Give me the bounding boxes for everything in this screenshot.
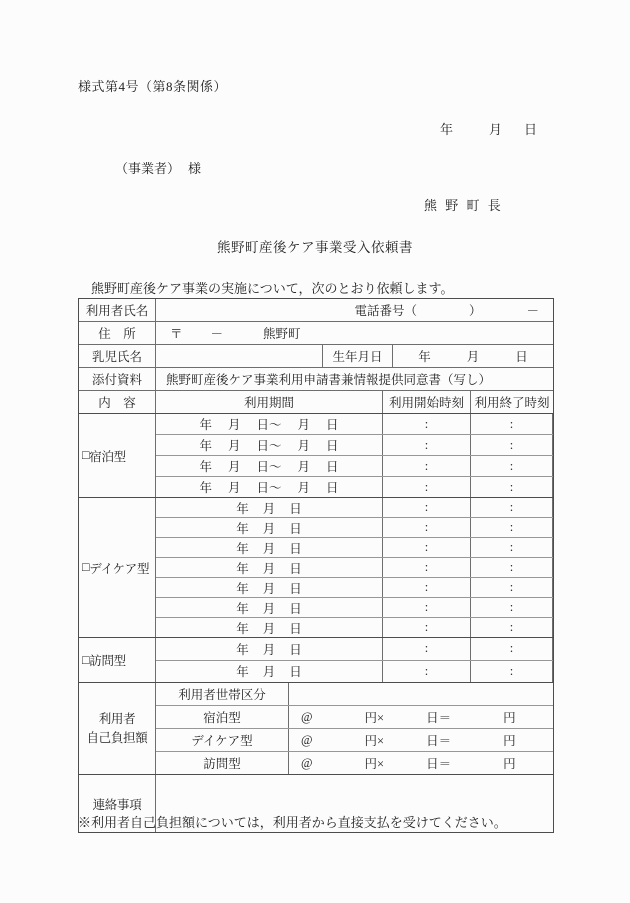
day-range-label: 日～: [256, 418, 282, 432]
month-label: 月: [262, 521, 276, 536]
at-sign: @: [301, 755, 313, 770]
daycare-row: [156, 617, 553, 637]
content-label-cell: [79, 391, 156, 413]
stay-rows: [156, 414, 553, 497]
fee-section: [79, 682, 553, 774]
fee-type-cell: [156, 729, 289, 751]
year-label: 年: [199, 481, 212, 495]
fee-row: [156, 751, 553, 774]
day-label: 日: [289, 601, 302, 616]
attachment-label-cell: [79, 368, 156, 390]
end-time-cell: [471, 477, 553, 497]
daycare-label: デイケア型: [89, 561, 150, 576]
attachment-value-cell: [156, 368, 553, 390]
address-label: 住 所: [98, 327, 136, 341]
month-label: 月: [227, 481, 241, 495]
colon: :: [509, 479, 514, 494]
household-row: [156, 683, 553, 705]
year-label: 年: [236, 621, 249, 636]
yen-times-label: 円×: [364, 757, 385, 771]
daycare-row: [156, 557, 553, 577]
colon: :: [509, 500, 514, 514]
date-month-label: 月: [489, 122, 503, 137]
fee-amount-cell: [289, 729, 553, 751]
visit-section: [79, 637, 553, 682]
daycare-row: [156, 537, 553, 557]
infant-row: [79, 344, 553, 367]
colon: :: [424, 641, 429, 656]
period-header-cell: [156, 391, 383, 413]
day-label: 日: [326, 481, 339, 495]
fee-type-label: 訪問型: [203, 757, 241, 771]
month-label: 月: [466, 350, 480, 364]
month-label: 月: [262, 642, 276, 657]
month-label: 月: [262, 501, 276, 516]
colon: :: [509, 560, 514, 574]
yen-label: 円: [503, 711, 516, 725]
colon: :: [509, 620, 514, 634]
stay-section: [79, 413, 553, 497]
postal-mark: 〒: [170, 327, 183, 341]
start-time-cell: [383, 435, 471, 455]
yen-times-label: 円×: [364, 711, 385, 725]
birth-label: 生年月日: [332, 350, 383, 364]
year-label: 年: [236, 581, 249, 596]
attachment-row: [79, 367, 553, 390]
day-label: 日: [326, 439, 339, 453]
year-label: 年: [236, 665, 249, 680]
period-date-cell: [156, 558, 383, 577]
start-time-cell: [383, 638, 471, 660]
start-time-cell: [383, 558, 471, 577]
fee-label-cell: [79, 683, 156, 774]
address-town: 熊野町: [263, 327, 301, 341]
year-label: 年: [236, 501, 249, 516]
day-label: 日: [289, 561, 302, 576]
fee-amount-cell: [289, 752, 553, 774]
colon: :: [424, 458, 429, 473]
month-label: 月: [262, 621, 276, 636]
address-row: [79, 321, 553, 344]
end-time-cell: [471, 618, 553, 637]
stay-row: [156, 455, 553, 476]
yen-label: 円: [503, 757, 516, 771]
at-sign: @: [301, 732, 313, 747]
start-time-cell: [383, 618, 471, 637]
colon: :: [424, 600, 429, 614]
day-label: 日: [326, 460, 339, 474]
colon: :: [424, 540, 429, 554]
birth-date-cell: [393, 345, 553, 367]
day-equals-label: 日＝: [426, 734, 452, 748]
month-label: 月: [227, 460, 241, 474]
day-label: 日: [326, 418, 339, 432]
stay-row: [156, 414, 553, 434]
day-equals-label: 日＝: [426, 711, 452, 725]
period-date-cell: [156, 435, 383, 455]
address-label-cell: [79, 322, 156, 344]
stay-checkbox-icon: □: [82, 448, 90, 462]
end-time-cell: [471, 456, 553, 476]
phone-paren-close: ）: [468, 304, 482, 318]
start-time-cell: [383, 578, 471, 597]
daycare-label-cell: [79, 498, 156, 637]
notes-label: 連絡事項: [92, 797, 142, 812]
date-year-label: 年: [440, 122, 454, 137]
colon: :: [424, 560, 429, 574]
household-label: 利用者世帯区分: [178, 688, 266, 702]
month-label: 月: [262, 541, 276, 556]
end-time-cell: [471, 518, 553, 537]
visit-rows: [156, 638, 553, 682]
end-time-cell: [471, 558, 553, 577]
daycare-checkbox-icon: □: [82, 560, 90, 574]
day-label: 日: [289, 621, 302, 636]
month-label: 月: [262, 601, 276, 616]
colon: :: [509, 520, 514, 534]
mayor-title: 熊 野 町 長: [424, 198, 501, 213]
household-label-cell: [156, 683, 289, 705]
day-label: 日: [289, 642, 302, 657]
date-day-label: 日: [524, 122, 538, 137]
stay-label-cell: [79, 414, 156, 497]
day-label: 日: [515, 350, 528, 364]
address-cell: [156, 322, 553, 344]
colon: :: [424, 479, 429, 494]
request-form-table: [78, 298, 554, 833]
end-time-header-cell: [471, 391, 553, 413]
start-time-cell: [383, 477, 471, 497]
end-time-cell: [471, 538, 553, 557]
year-label: 年: [236, 561, 249, 576]
visit-row: [156, 638, 553, 660]
end-time-cell: [471, 435, 553, 455]
colon: :: [424, 620, 429, 634]
form-number: 様式第4号（第8条関係）: [78, 79, 228, 94]
daycare-row: [156, 597, 553, 617]
day-range-label: 日～: [256, 439, 282, 453]
visit-checkbox-icon: □: [82, 652, 90, 667]
infant-label-cell: [79, 345, 156, 367]
period-date-cell: [156, 498, 383, 517]
addressee-line: [115, 158, 201, 177]
period-date-cell: [156, 477, 383, 497]
period-date-cell: [156, 661, 383, 683]
addressee-honorific: 様: [188, 161, 202, 176]
birth-label-cell: [323, 345, 393, 367]
start-time-cell: [383, 414, 471, 434]
colon: :: [509, 437, 514, 452]
period-date-cell: [156, 456, 383, 476]
period-date-cell: [156, 578, 383, 597]
end-time-cell: [471, 638, 553, 660]
month-label: 月: [297, 460, 311, 474]
year-label: 年: [236, 521, 249, 536]
start-time-header: 利用開始時刻: [388, 396, 464, 410]
colon: :: [424, 500, 429, 514]
start-time-cell: [383, 498, 471, 517]
year-label: 年: [199, 418, 212, 432]
year-label: 年: [236, 642, 249, 657]
doc-title: 熊野町産後ケア事業受入依頼書: [217, 240, 413, 255]
year-label: 年: [236, 541, 249, 556]
day-equals-label: 日＝: [426, 757, 452, 771]
phone-label: 電話番号: [354, 304, 405, 318]
footnote: ※利用者自己負担額については，利用者から直接支払を受けてください。: [78, 815, 507, 830]
daycare-row: [156, 517, 553, 537]
user-name-label: 利用者氏名: [85, 304, 149, 318]
colon: :: [509, 600, 514, 614]
colon: :: [424, 663, 429, 678]
end-time-cell: [471, 498, 553, 517]
day-label: 日: [289, 581, 302, 596]
day-label: 日: [289, 501, 302, 516]
intro-text: 熊野町産後ケア事業の実施について，次のとおり依頼します。: [91, 281, 454, 296]
month-label: 月: [297, 481, 311, 495]
month-label: 月: [297, 418, 311, 432]
month-label: 月: [262, 561, 276, 576]
stay-label: 宿泊型: [89, 449, 126, 464]
fee-label-line1: 利用者: [98, 711, 136, 726]
year-label: 年: [418, 350, 431, 364]
start-time-cell: [383, 538, 471, 557]
household-value-cell: [289, 683, 553, 705]
infant-name-blank-cell: [156, 345, 323, 367]
attachment-value: 熊野町産後ケア事業利用申請書兼情報提供同意書（写し）: [166, 373, 492, 387]
month-label: 月: [227, 418, 241, 432]
colon: :: [509, 416, 514, 431]
colon: :: [509, 641, 514, 656]
visit-row: [156, 660, 553, 683]
visit-label: 訪問型: [89, 654, 126, 668]
daycare-rows: [156, 498, 553, 637]
date-line: [0, 119, 630, 135]
content-header-row: [79, 390, 553, 413]
infant-label: 乳児氏名: [91, 350, 142, 364]
at-sign: @: [301, 709, 313, 724]
colon: :: [509, 663, 514, 678]
month-label: 月: [262, 581, 276, 596]
fee-rows: [156, 683, 553, 774]
colon: :: [424, 580, 429, 594]
fee-type-cell: [156, 752, 289, 774]
start-time-cell: [383, 661, 471, 683]
stay-row: [156, 476, 553, 497]
year-label: 年: [199, 439, 212, 453]
phone-dash: －: [526, 304, 539, 318]
period-date-cell: [156, 638, 383, 660]
start-time-cell: [383, 518, 471, 537]
user-name-label-cell: [79, 299, 156, 321]
start-time-header-cell: [383, 391, 471, 413]
month-label: 月: [262, 665, 276, 680]
addressee-name: （事業者）: [115, 161, 181, 176]
start-time-cell: [383, 456, 471, 476]
colon: :: [424, 416, 429, 431]
period-date-cell: [156, 538, 383, 557]
end-time-cell: [471, 598, 553, 617]
end-time-cell: [471, 414, 553, 434]
phone-cell: [156, 299, 553, 321]
end-time-header: 利用終了時刻: [474, 396, 550, 410]
start-time-cell: [383, 598, 471, 617]
user-name-row: [79, 299, 553, 321]
fee-amount-cell: [289, 706, 553, 728]
month-label: 月: [297, 439, 311, 453]
period-header: 利用期間: [243, 396, 294, 410]
month-label: 月: [227, 439, 241, 453]
end-time-cell: [471, 661, 553, 683]
postal-dash: －: [210, 327, 224, 341]
year-label: 年: [236, 601, 249, 616]
day-label: 日: [289, 521, 302, 536]
period-date-cell: [156, 598, 383, 617]
day-range-label: 日～: [256, 481, 282, 495]
day-label: 日: [289, 665, 302, 680]
yen-times-label: 円×: [364, 734, 385, 748]
yen-label: 円: [503, 734, 516, 748]
fee-type-label: デイケア型: [191, 734, 253, 748]
day-label: 日: [289, 541, 302, 556]
daycare-section: [79, 497, 553, 637]
end-time-cell: [471, 578, 553, 597]
colon: :: [509, 580, 514, 594]
year-label: 年: [199, 460, 212, 474]
colon: :: [509, 458, 514, 473]
colon: :: [424, 437, 429, 452]
fee-type-cell: [156, 706, 289, 728]
period-date-cell: [156, 518, 383, 537]
fee-type-label: 宿泊型: [203, 711, 241, 725]
phone-paren-open: （: [404, 304, 417, 318]
day-range-label: 日～: [256, 460, 282, 474]
fee-row: [156, 728, 553, 751]
attachment-label: 添付資料: [91, 373, 142, 387]
fee-row: [156, 705, 553, 728]
period-date-cell: [156, 414, 383, 434]
colon: :: [509, 540, 514, 554]
stay-row: [156, 434, 553, 455]
daycare-row: [156, 498, 553, 517]
daycare-row: [156, 577, 553, 597]
fee-label-line2: 自己負担額: [86, 730, 148, 745]
colon: :: [424, 520, 429, 534]
visit-label-cell: [79, 638, 156, 682]
content-label: 内 容: [98, 396, 136, 410]
period-date-cell: [156, 618, 383, 637]
